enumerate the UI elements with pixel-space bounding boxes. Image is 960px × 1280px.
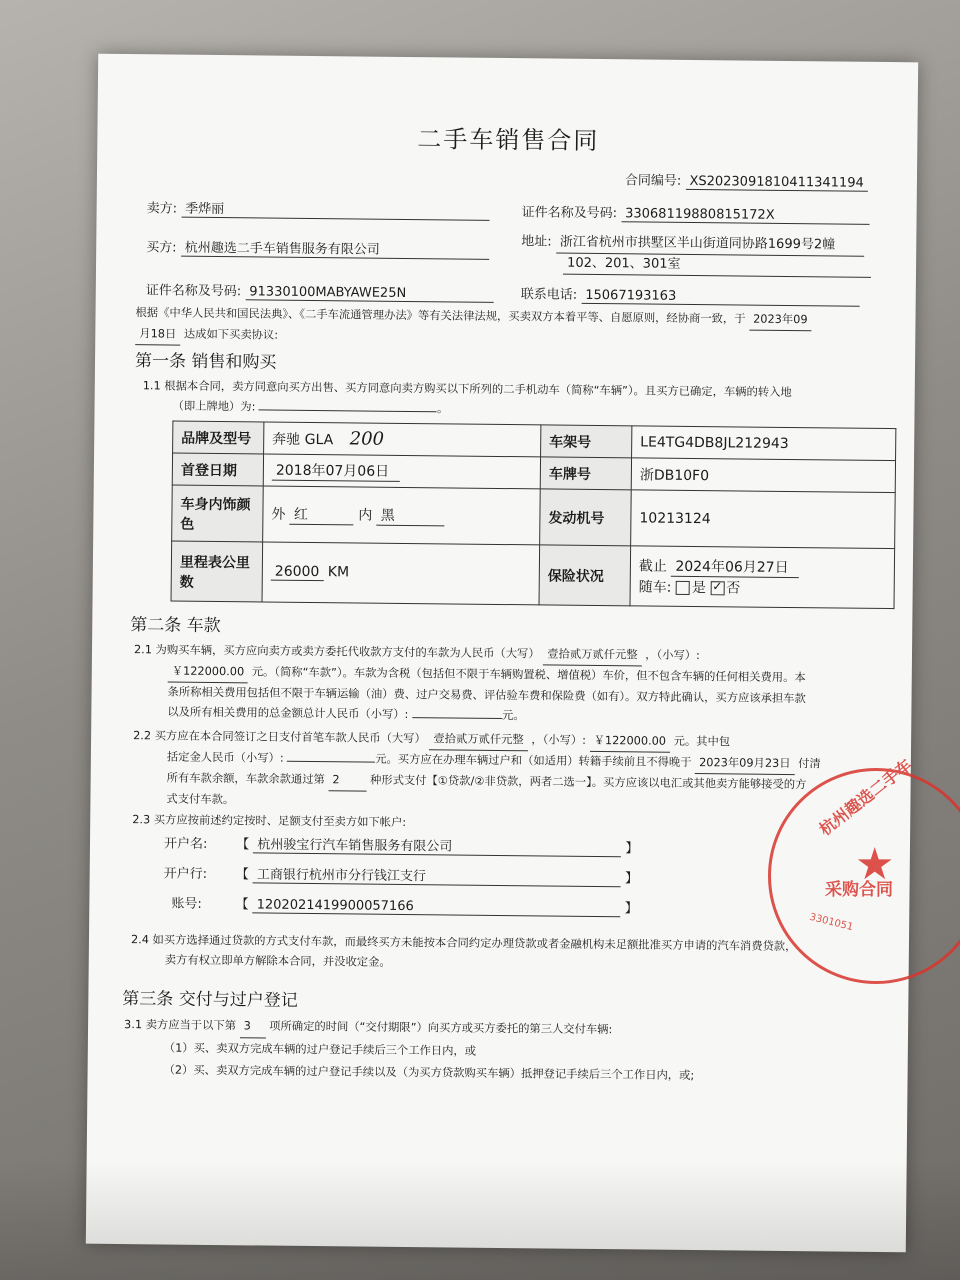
account-bank-row <box>164 862 639 887</box>
article-1-title: 第一条 销售和购买 <box>134 351 277 373</box>
phone: 15067193163 <box>581 288 859 307</box>
art3-1-num: 3.1 <box>124 1018 143 1032</box>
art2-2-d: 括定金人民币（小写）: <box>166 750 284 765</box>
seller-id: 33068119880815172X <box>621 206 869 225</box>
insurance-cell <box>630 546 895 609</box>
contract-no: XS2023091810411341194 <box>685 174 867 192</box>
art1-1-text: 根据本合同，卖方同意向买方出售、买方同意向卖方购买以下所列的二手机动车（简称“车辆”）。且买方已确定，车辆的转入地 <box>164 379 792 400</box>
vin-value: LE4TG4DB8JL212943 <box>632 426 896 461</box>
no-checkbox[interactable] <box>710 581 724 595</box>
no-label: 否 <box>726 580 741 597</box>
art1-1-num: 1.1 <box>142 379 161 393</box>
art2-1 <box>133 640 806 729</box>
acct-name-label: 开户名: <box>163 836 208 852</box>
plate-label: 车牌号 <box>540 457 631 490</box>
art2-2-c: 元。其中包 <box>673 734 731 749</box>
acct-no-label: 账号: <box>171 896 202 912</box>
art2-1-b: ，（小写）: <box>645 648 700 663</box>
color-out-value: 红 <box>290 504 354 526</box>
art2-2-i: 式支付车款。 <box>166 792 235 807</box>
acct-bank-label: 开户行: <box>163 866 208 882</box>
seller-id-row <box>522 201 870 225</box>
art1-1 <box>142 376 791 423</box>
table-row <box>171 541 895 609</box>
contract-no-row <box>625 169 868 192</box>
engine-value: 10213124 <box>631 490 896 549</box>
vin-label: 车架号 <box>541 425 632 458</box>
art2-2 <box>132 726 821 816</box>
acct-bank-bracket-right: 】 <box>625 871 639 887</box>
art2-2-g: 所有车款余额，车款余款通过第 <box>166 771 325 787</box>
art2-2-upper: 壹拾贰万贰仟元整 <box>429 729 528 751</box>
account-name-row <box>164 832 639 857</box>
art2-4 <box>131 930 797 977</box>
color-out-label: 外 <box>271 506 286 523</box>
brand-value: 奔驰 GLA <box>272 431 334 449</box>
buyer-id-label: 证件名称及号码: <box>145 283 242 300</box>
art2-4-a: 如买方选择通过贷款的方式支付车款，而最终买方未能按本合同约定办理贷款或者金融机构未足额批准买方申请的汽车消费贷款， <box>152 933 797 954</box>
insurance-until-label: 截止 <box>638 558 667 575</box>
art2-1-c: 元。（简称“车款”）。车款为含税（包括但不限于车辆购置税、增值税）车价，但不包含车辆的任何相关费用。本 <box>251 665 806 685</box>
address-line2: 102、201、301室 <box>563 254 871 278</box>
insurance-label: 保险状况 <box>539 545 631 606</box>
phone-label: 联系电话: <box>520 287 578 303</box>
acct-no-bracket-left: 【 <box>235 897 249 913</box>
acct-name-bracket-left: 【 <box>236 837 250 853</box>
mileage-unit: KM <box>327 564 350 581</box>
art2-1-lower: ￥122000.00 <box>168 662 249 684</box>
first-reg-label: 首登日期 <box>172 453 263 486</box>
acct-bank-bracket-left: 【 <box>235 867 249 883</box>
art1-1-text2: （即上牌地）为: <box>172 399 256 414</box>
insurance-until-value: 2024年06月27日 <box>671 556 799 578</box>
mileage-label: 里程表公里数 <box>171 541 263 602</box>
acct-name-bracket-right: 】 <box>625 841 639 857</box>
buyer-id: 91330100MABYAWE25N <box>245 284 493 303</box>
art3-1-item2: （2）买、卖双方完成车辆的过户登记手续以及（为买方贷款购买车辆）抵押登记手续后三个工作日内，或; <box>163 1063 695 1083</box>
art3-1-opt: 3 <box>239 1015 265 1038</box>
buyer-id-row <box>146 279 494 303</box>
art1-1-end: 。 <box>436 402 449 416</box>
first-reg-cell <box>263 454 540 489</box>
address-block <box>521 232 871 278</box>
seller-label: 卖方: <box>146 201 178 217</box>
art2-3 <box>132 810 406 833</box>
acct-bank: 工商银行杭州市分行钱江支行 <box>253 863 621 887</box>
art2-1-d: 条所称相关费用包括但不限于车辆运输（油）费、过户交易费、评估验车费和保险费（如有）。双方特此确认，买方应该承担车款 <box>167 685 806 706</box>
seal-arc-text: 杭州趣选二手车 <box>815 755 916 840</box>
seal-name: 采购合同 <box>825 880 893 900</box>
seller-row <box>147 197 490 221</box>
art2-1-e: 以及所有相关费用的总金额总计人民币（小写）: <box>167 705 409 722</box>
mileage-value: 26000 <box>271 564 324 582</box>
preamble-date-b: 月18日 <box>135 324 180 345</box>
buyer-name: 杭州趣选二手车销售服务有限公司 <box>181 237 489 260</box>
art2-2-num: 2.2 <box>133 729 152 743</box>
vehicle-table <box>171 421 897 610</box>
brand-cell <box>264 422 541 457</box>
with-car-label: 随车: <box>638 579 672 596</box>
article-2-title: 第二条 车款 <box>130 615 221 637</box>
table-row <box>172 485 896 549</box>
buyer-label: 买方: <box>146 240 177 256</box>
seller-name: 季烨丽 <box>181 198 489 221</box>
brand-handwritten: 200 <box>349 428 385 450</box>
star-icon: ★ <box>855 839 895 890</box>
art2-2-opt: 2 <box>328 770 366 791</box>
table-surface-shadow <box>0 1160 960 1280</box>
contract-no-label: 合同编号: <box>624 173 682 189</box>
plate-value: 浙DB10F0 <box>631 458 895 493</box>
yes-label: 是 <box>691 579 706 597</box>
buyer-row <box>146 236 489 260</box>
art3-1-item1: （1）买、卖双方完成车辆的过户登记手续后三个工作日内，或 <box>163 1041 477 1058</box>
engine-label: 发动机号 <box>540 489 632 546</box>
art3-1-b: 项所确定的时间（“交付期限”）向买方或买方委托的第三人交付车辆: <box>269 1019 613 1037</box>
acct-no: 1202021419900057166 <box>253 897 621 917</box>
art2-1-num: 2.1 <box>133 643 153 657</box>
color-in-value: 黑 <box>377 505 445 527</box>
art2-1-upper: 壹拾贰万贰仟元整 <box>543 644 642 666</box>
page-title: 二手车销售合同 <box>417 125 600 155</box>
art2-2-date: 2023年09月23日 <box>695 753 795 775</box>
art2-2-h: 种形式支付【①贷款/②非贷款，两者二选一】。买方应该以电汇或其他卖方能够接受的方 <box>369 773 807 792</box>
art2-1-a: 为购买车辆，买方应向卖方或卖方委托代收款方支付的车款为人民币（大写） <box>155 643 540 661</box>
preamble-text-a: 根据《中华人民共和国民法典》、《二手车流通管理办法》等有关法律法规，买卖双方本着平等、自愿原则，经协商一致，于 <box>135 306 746 326</box>
account-no-row <box>171 893 638 918</box>
seal-code: 3301051 <box>808 911 855 934</box>
address-line1: 浙江省杭州市拱墅区半山街道同协路1699号2幢 <box>556 233 864 257</box>
art2-2-lower: ￥122000.00 <box>590 731 671 753</box>
art2-1-f: 元。 <box>501 709 525 723</box>
color-cell <box>263 486 541 545</box>
art2-4-b: 卖方有权立即单方解除本合同，并没收定金。 <box>164 953 391 969</box>
yes-checkbox[interactable] <box>676 581 690 595</box>
art2-4-num: 2.4 <box>130 933 150 947</box>
art2-3-a: 买方应按前述约定按时、足额支付至卖方如下帐户: <box>153 813 407 830</box>
phone-row <box>521 283 860 307</box>
preamble-text-b: 达成如下买卖协议: <box>183 327 279 342</box>
art2-2-f: 付清 <box>798 757 821 771</box>
acct-no-bracket-right: 】 <box>624 901 638 917</box>
art2-2-e: 元。买方应在办理车辆过户和（如适用）转籍手续前且不得晚于 <box>375 752 692 769</box>
preamble-date-a: 2023年09 <box>749 310 812 332</box>
art3-1-a: 卖方应当于以下第 <box>145 1018 237 1033</box>
preamble <box>135 303 811 352</box>
art2-2-b: ，（小写）: <box>531 733 587 747</box>
contract-page <box>86 54 918 1253</box>
mileage-cell <box>262 542 540 605</box>
article-3-title: 第三条 交付与过户登记 <box>122 989 298 1011</box>
brand-label: 品牌及型号 <box>173 421 264 454</box>
address-label: 地址: <box>521 234 552 250</box>
first-reg-value: 2018年07月06日 <box>272 460 400 482</box>
art2-3-num: 2.3 <box>132 813 151 827</box>
acct-name: 杭州骏宝行汽车销售服务有限公司 <box>253 833 621 857</box>
seller-id-label: 证件名称及号码: <box>521 205 618 222</box>
color-label: 车身内饰颜色 <box>172 485 264 542</box>
color-in-label: 内 <box>358 507 373 524</box>
art2-2-a: 买方应在本合同签订之日支付首笔车款人民币（大写） <box>154 729 426 746</box>
art3-1 <box>123 1014 694 1087</box>
